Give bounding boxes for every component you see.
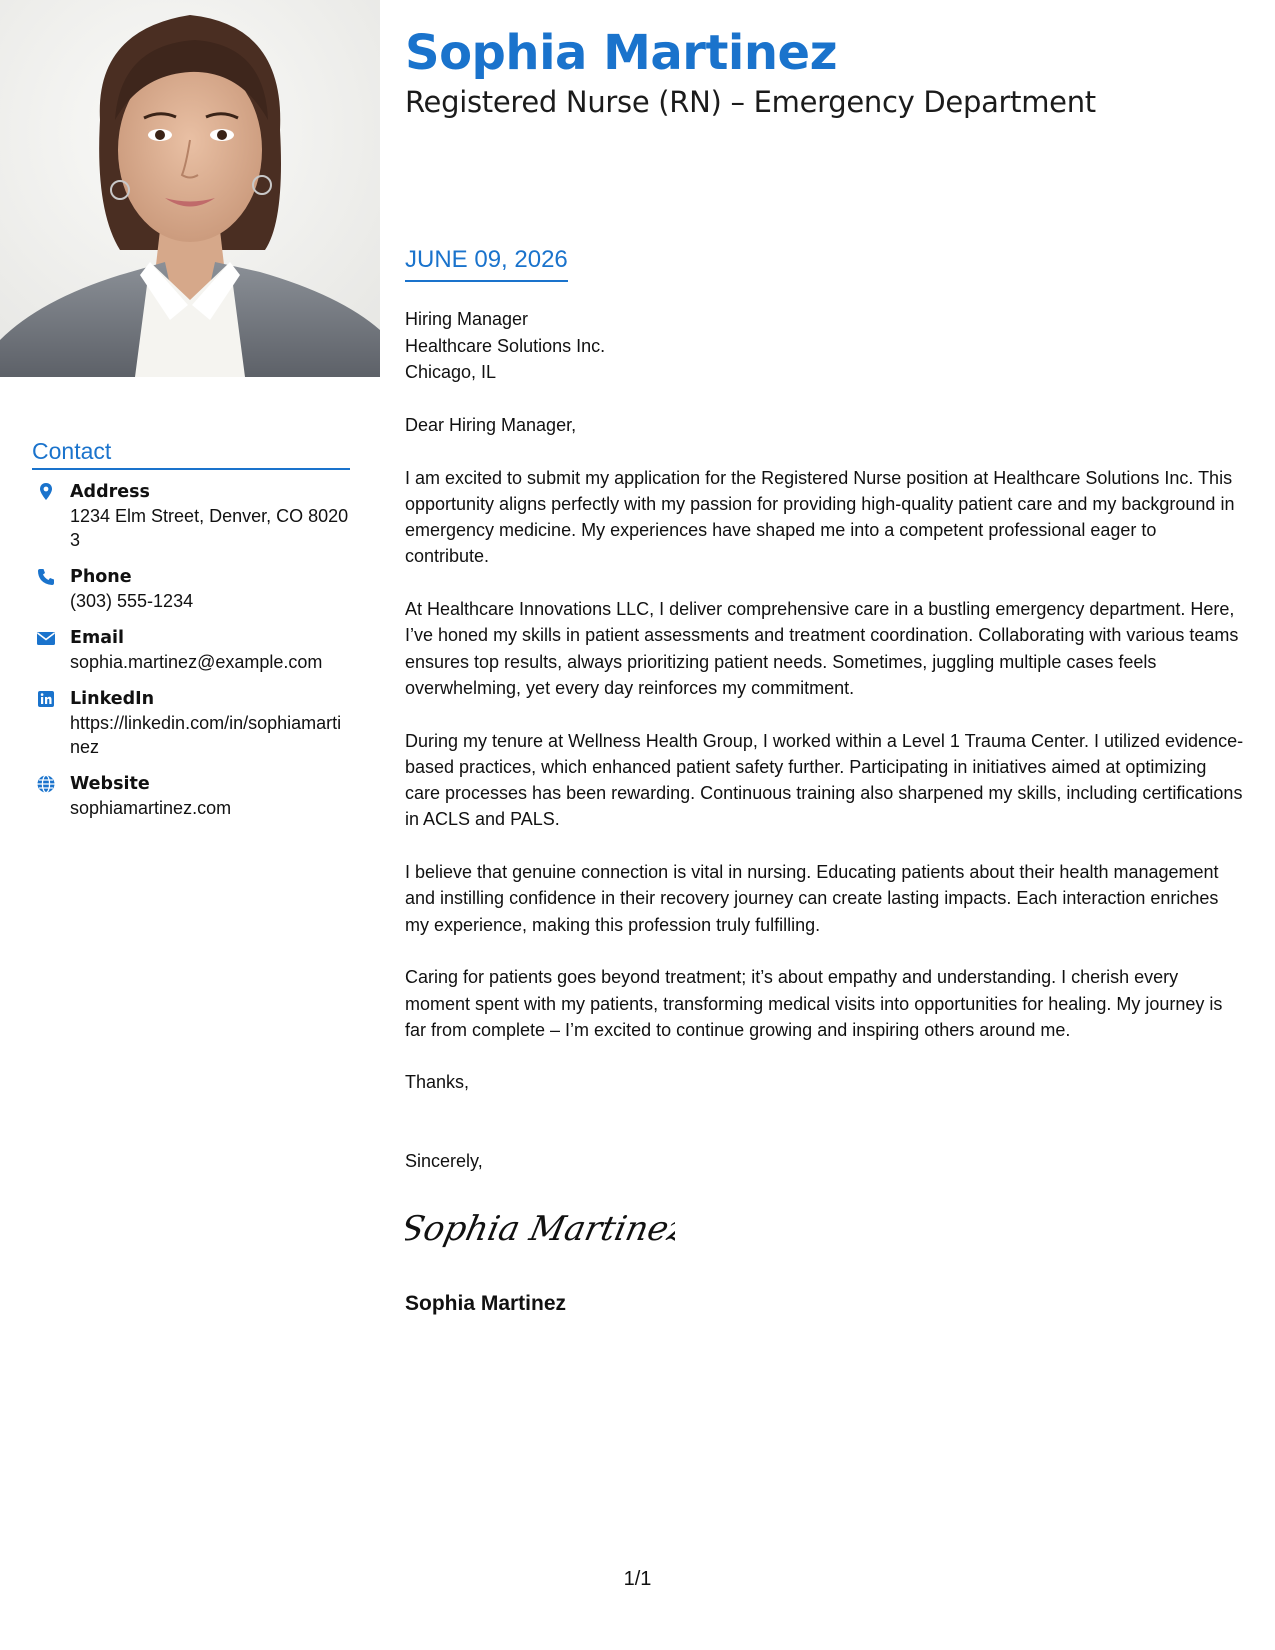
- signature-text: Sophia Martinez: [405, 1209, 675, 1249]
- website-link[interactable]: sophiamartinez.com: [70, 798, 232, 818]
- profile-photo: [0, 0, 380, 377]
- letter-date: JUNE 09, 2026: [405, 246, 568, 282]
- letter-paragraph: Caring for patients goes beyond treatment; it’s about empathy and understanding. I cherish every moment spent with my patients, transforming medical visits into opportunities for healing. My journey is far from complete – I’m excited to continue growing and inspiring others around me.: [405, 967, 1223, 1040]
- closing-sincerely: Sincerely,: [405, 1151, 483, 1171]
- contact-label: Phone: [70, 567, 132, 587]
- phone-value: (303) 555-1234: [70, 591, 194, 611]
- closing-thanks: Thanks,: [405, 1072, 470, 1092]
- contact-heading: Contact: [32, 436, 350, 470]
- recipient-line: Hiring Manager: [405, 309, 529, 329]
- letter-paragraph: I am excited to submit my application for the Registered Nurse position at Healthcare Solutions Inc. This opportunity aligns perfectly with my passion for providing high-quality patient care and my background in emergency medicine. My experiences have shaped me into a competent professional eager to contribute.: [405, 467, 1235, 567]
- contact-phone: [32, 565, 350, 613]
- linkedin-link[interactable]: https://linkedin.com/in/sophiamartinez: [70, 713, 342, 757]
- address-value: 1234 Elm Street, Denver, CO 80203: [70, 506, 349, 550]
- contact-label: Website: [70, 774, 150, 794]
- contact-address: [32, 480, 350, 552]
- globe-icon: [36, 774, 56, 794]
- handwritten-signature: [405, 1200, 675, 1265]
- recipient-block: [405, 306, 605, 386]
- linkedin-icon: [36, 689, 56, 709]
- applicant-name: Sophia Martinez: [405, 25, 838, 81]
- contact-linkedin: [32, 687, 350, 759]
- signer-name: Sophia Martinez: [405, 1292, 567, 1315]
- letter-paragraph: I believe that genuine connection is vital in nursing. Educating patients about their health management and instilling confidence in their recovery journey can create lasting impacts. Each interaction enriches my experience, making this profession truly fulfilling.: [405, 862, 1219, 935]
- map-pin-icon: [36, 482, 56, 502]
- page-number: 1/1: [623, 1568, 652, 1590]
- contact-label: Email: [70, 628, 124, 648]
- email-link[interactable]: sophia.martinez@example.com: [70, 652, 323, 672]
- phone-icon: [36, 567, 56, 587]
- contact-email: [32, 626, 350, 674]
- letter-paragraph: At Healthcare Innovations LLC, I deliver comprehensive care in a bustling emergency department. Here, I’ve honed my skills in patient assessments and treatment coordination. Collaborating with various teams ensures top results, always prioritizing patient needs. Sometimes, juggling multiple cases feels overwhelming, yet every day reinforces my commitment.: [405, 599, 1239, 698]
- contact-website: [32, 772, 350, 820]
- applicant-title: Registered Nurse (RN) – Emergency Department: [405, 85, 1096, 119]
- letter-paragraph: During my tenure at Wellness Health Group, I worked within a Level 1 Trauma Center. I utilized evidence-based practices, which enhanced patient safety further. Participating in initiatives aimed at optimizing care processes has been rewarding. Continuous training also sharpened my skills, including certifications in ACLS and PALS.: [405, 730, 1244, 830]
- contact-section: [32, 436, 350, 833]
- letter-body: [405, 412, 1245, 1069]
- envelope-icon: [36, 628, 56, 648]
- contact-label: Address: [70, 482, 150, 502]
- letter-greeting: Dear Hiring Manager,: [405, 415, 577, 435]
- recipient-line: Healthcare Solutions Inc.: [405, 335, 606, 356]
- recipient-line: Chicago, IL: [405, 362, 497, 382]
- contact-label: LinkedIn: [70, 689, 155, 709]
